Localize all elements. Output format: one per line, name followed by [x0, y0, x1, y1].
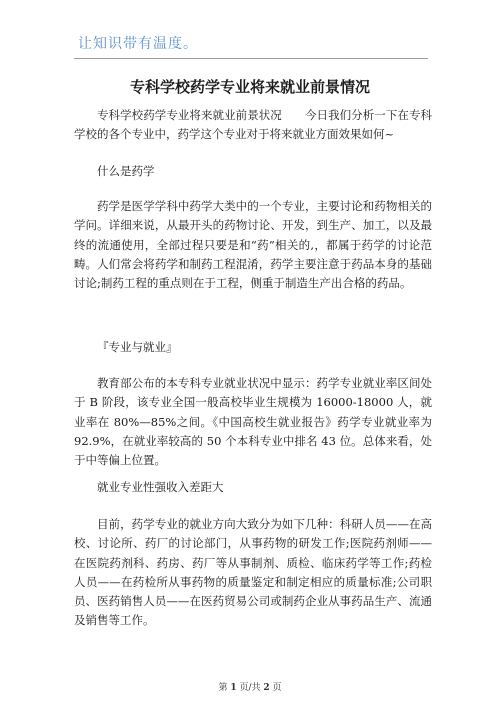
footer-page-mid: 页/共: [239, 683, 261, 693]
footer-total-pages: 2: [263, 683, 270, 693]
footer-current-page: 1: [230, 683, 237, 693]
paragraph-definition: 药学是医学学科中药学大类中的一个专业，主要讨论和药物相关的学问。详细来说，从最开头的药物讨论、开发，到生产、加工，以及最终的流通使用，全部过程只要是和“药”相关的,，都属于药学的讨论范畴。人们常会将药学和制药工程混淆，药学主要注意于药品本身的基础讨论;制药工程的重点则在于工程，侧重于制造生产出合格的药品。: [74, 199, 432, 291]
section-heading-what-is-pharmacy: 什么是药学: [97, 164, 155, 178]
paragraph-career-directions: 目前，药学专业的就业方向大致分为如下几种：科研人员——在高校、讨论所、药厂的讨论部门，从事药物的研发工作;医院药剂师——在医院药剂科、药房、药厂等从事制剂、质检、临床药学等工作;药检人员——在药检所从事药物的质量鉴定和制定相应的质量标准;公司职员、医药销售人员——在医药贸易公司或制药企业从事药品生产、流通及销售等工作。: [74, 517, 432, 628]
header-slogan: 让知识带有温度。: [78, 36, 198, 52]
header-divider: [74, 58, 428, 59]
footer-page-prefix: 第: [218, 683, 228, 693]
section-heading-major-employment: 『专业与就业』: [97, 340, 178, 354]
document-title: 专科学校药学专业将来就业前景情况: [129, 78, 370, 96]
paragraph-employment-rate: 教育部公布的本专科专业就业状况中显示：药学专业就业率区间处于 B 阶段，该专业全国一般高校毕业生规模为 16000-18000 人，就业率在 80%—85%之间。《中国高校生就业报告》药学专业就业率为 92.9%，在就业率较高的 50 个本科专业中排名 43 位。总体来看，处于中等偏上位置。: [74, 376, 432, 468]
page-footer: [0, 680, 500, 693]
section-heading-income-gap: 就业专业性强收入差距大: [97, 480, 224, 494]
paragraph-intro: 专科学校药学专业将来就业前景状况 今日我们分析一下在专科学校的各个专业中，药学这个专业对于将来就业方面效果如何~: [74, 108, 432, 142]
footer-page-suffix: 页: [272, 683, 282, 693]
